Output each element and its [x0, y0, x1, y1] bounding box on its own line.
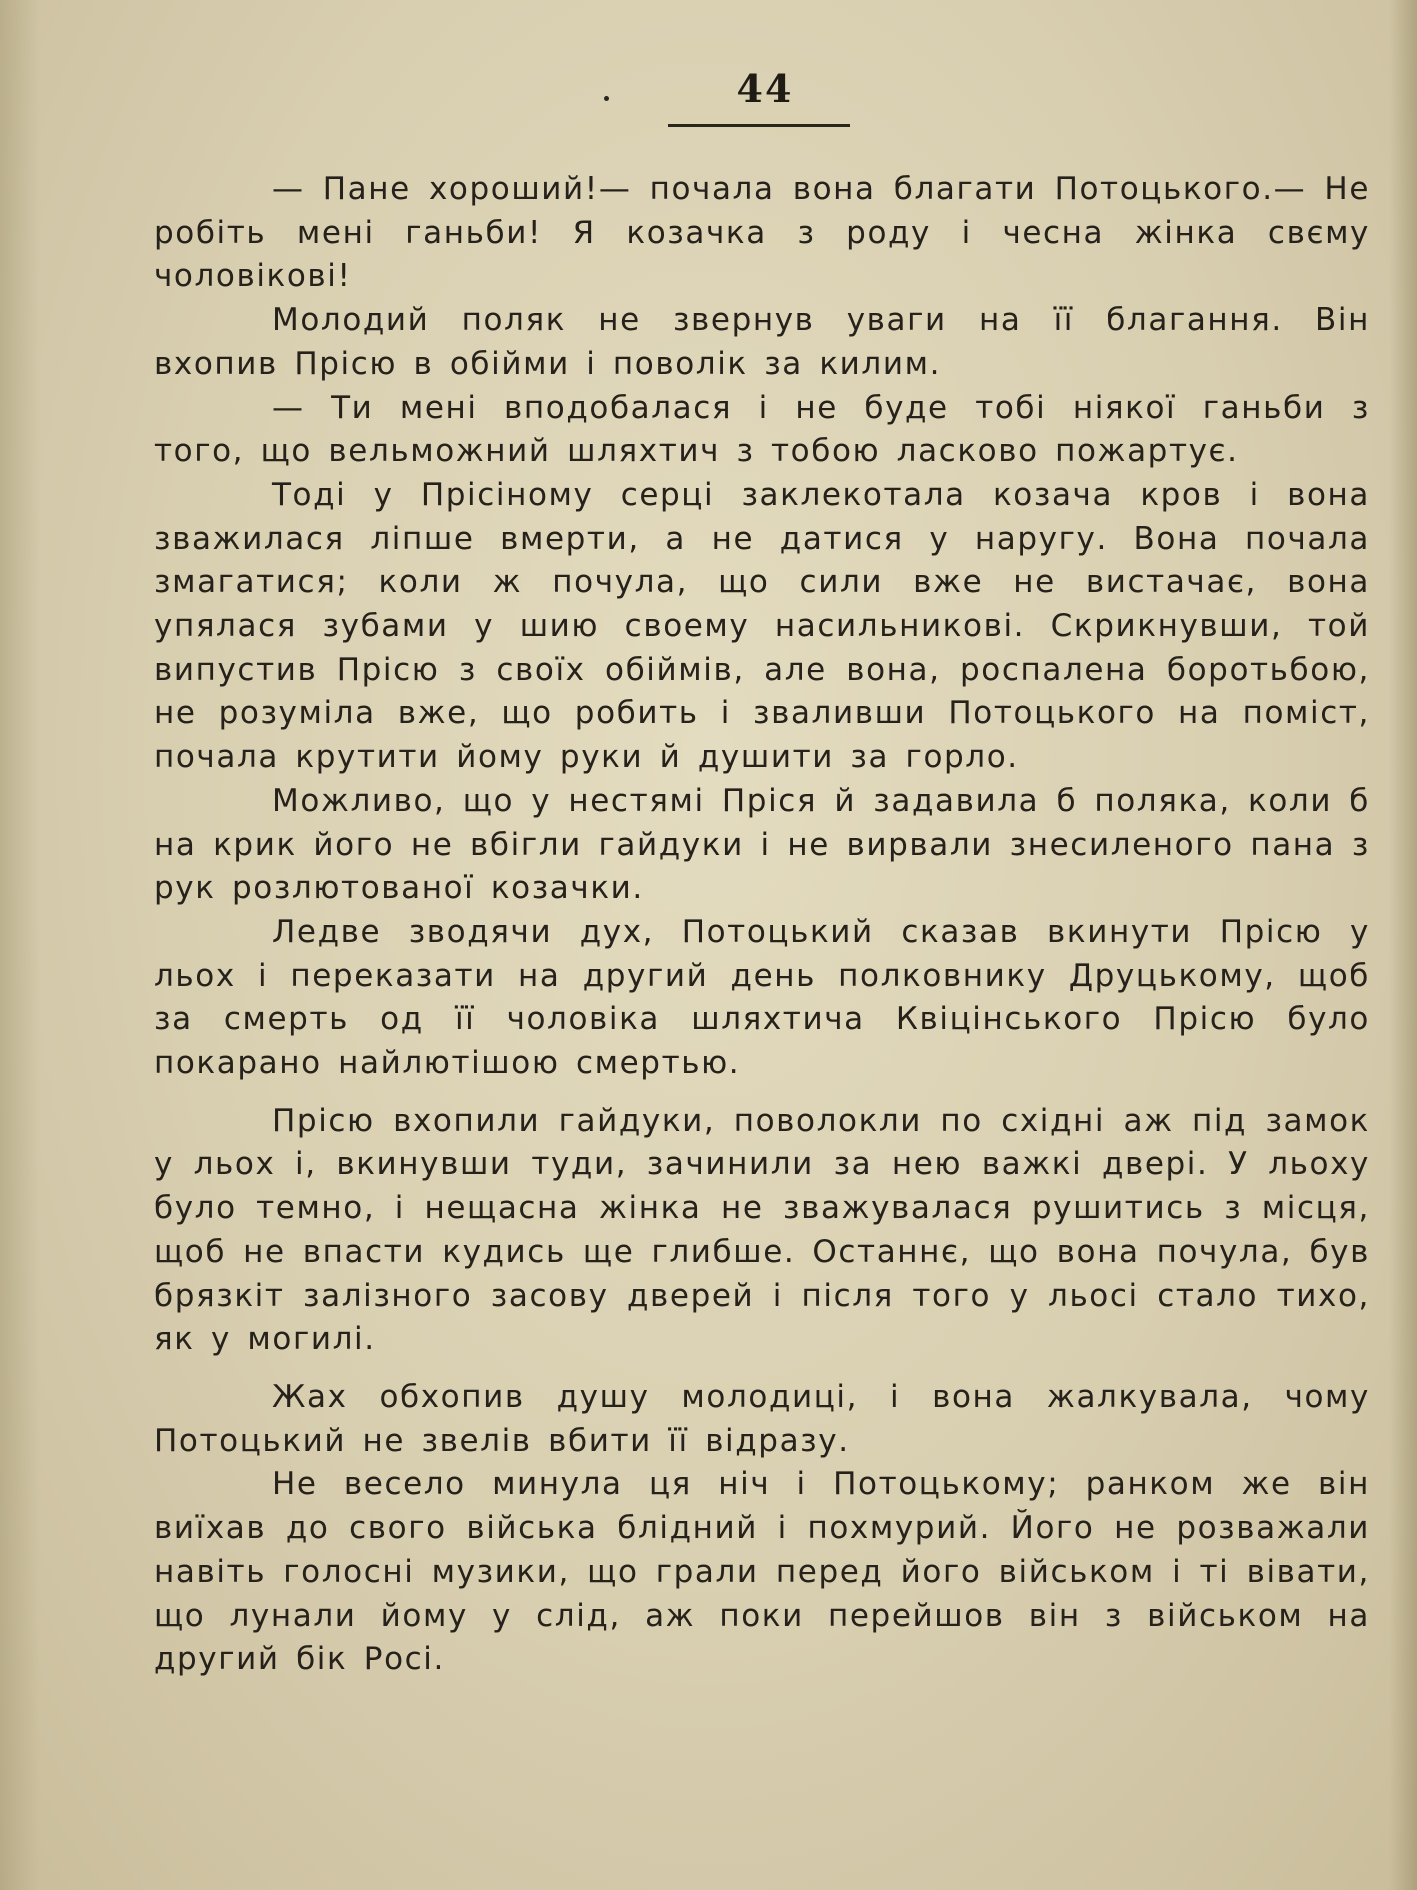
paragraph: Жах обхопив душу молодиці, і вона жалкувала, чому Потоцький не звелів вбити її відразу.	[154, 1378, 1370, 1459]
paragraph: Не весело минула ця ніч і Потоцькому; ранком же він виїхав до свого війська блідний і похмурий. Його не розважали навіть голосні музики, що грали перед його військом і ті вівати, що лунали йому у слід, аж поки перейшов він з військом на другий бік Росі.	[154, 1466, 1370, 1678]
page-shadow-left	[0, 0, 40, 1890]
paragraph: Тоді у Прісіному серці заклекотала козача кров і вона зважилася ліпше вмерти, а не датися у наругу. Вона почала змагатися; коли ж почула, що сили вже не вистачає, вона упялася зубами у шию своему насильникові. Скрикнувши, той випустив Прісю з своїх обіймів, але вона, роспалена боротьбою, не розуміла вже, що робить і зваливши Потоцького на поміст, почала крутити йому руки й душити за горло.	[154, 476, 1370, 776]
paragraph: — Ти мені вподобалася і не буде тобі ніякої ганьби з того, що вельможний шляхтич з тобою ласково пожартує.	[154, 389, 1370, 470]
body-text	[154, 168, 1370, 1682]
page-number-rule	[668, 124, 850, 127]
page-number: 44	[736, 66, 794, 111]
paragraph: — Пане хороший!— почала вона благати Потоцького.— Не робіть мені ганьби! Я козачка з роду і чесна жінка свєму чоловікові!	[154, 171, 1370, 295]
paragraph: Можливо, що у нестямі Пріся й задавила б поляка, коли б на крик його не вбігли гайдуки і не вирвали знесиленого пана з рук розлютованої козачки.	[154, 782, 1370, 907]
page-shadow-right	[1389, 0, 1417, 1890]
paragraph: Прісю вхопили гайдуки, поволокли по східні аж під замок у льох і, вкинувши туди, зачинили за нею важкі двері. У льоху було темно, і нещасна жінка не зважувалася рушитись з місця, щоб не впасти кудись ще глибше. Останнє, що вона почула, був брязкіт залізного засову дверей і після того у льосі стало тихо, як у могилі.	[154, 1102, 1370, 1358]
paragraph: Ледве зводячи дух, Потоцький сказав вкинути Прісю у льох і переказати на другий день полковнику Друцькому, щоб за смерть од її чоловіка шляхтича Квіцінського Прісю було покарано найлютішою смертью.	[154, 913, 1370, 1082]
paragraph: Молодий поляк не звернув уваги на її благання. Він вхопив Прісю в обійми і поволік за килим.	[154, 302, 1370, 382]
